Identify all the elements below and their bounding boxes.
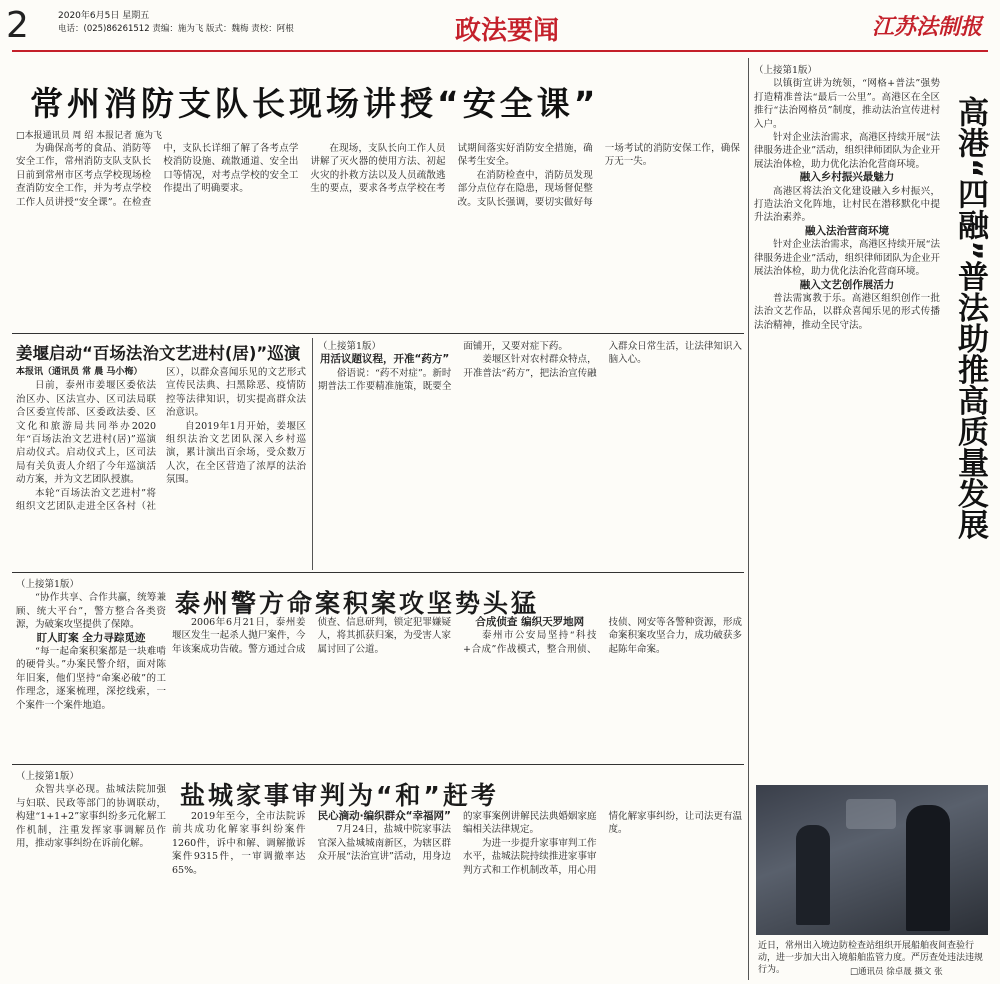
paragraph: “每一起命案积案都是一块难啃的硬骨头。”办案民警介绍，面对陈年旧案，他们坚持“命案必破”的工作理念，逐案梳理，深挖线索，一个案件一个案件地追。 bbox=[16, 646, 166, 711]
story1-byline: □本报通讯员 周 绍 本报记者 施为飞 bbox=[16, 131, 162, 141]
subhead: 民心滴动·编织群众“幸福网” bbox=[317, 810, 451, 822]
paragraph: 为进一步提升家事审判工作水平，盐城法院持续推进家事审判方式和工作机制改革，用心用情化解家事纠纷，让司法更有温度。 bbox=[463, 811, 742, 876]
paragraph: 姜堰区针对农村群众特点，开准普法“药方”，把法治宣传融入群众日常生活，让法律知识入脑入心。 bbox=[463, 341, 742, 379]
paragraph: 以镇街宣讲为统领，“网格+普法”强势打造精准普法“最后一公里”。高港区在全区推行“法治网格员”制度，推动法治宣传进村入户。 bbox=[754, 78, 940, 130]
masthead bbox=[0, 0, 1000, 60]
photo-light bbox=[846, 799, 896, 829]
paragraph: 普法需寓教于乐。高港区组织创作一批法治文艺作品，以群众喜闻乐见的形式传播法治精神，推动全民守法。 bbox=[754, 292, 940, 331]
story4-body-left bbox=[16, 770, 166, 976]
continued-marker: （上接第1版） bbox=[16, 771, 80, 782]
paragraph: 自2019年1月开始，姜堰区组织法治文艺团队深入乡村巡演，累计演出百余场，受众数万人次，在全区营造了浓厚的法治氛围。 bbox=[166, 420, 306, 486]
paper-logo: 江苏法制报 bbox=[872, 14, 983, 40]
divider bbox=[12, 572, 744, 573]
paragraph: 在现场，支队长向工作人员讲解了灭火器的使用方法、初起火灾的扑救方法以及人员疏散逃生的要点，要求各考点学校在考试期间落实好消防安全措施，确保考生安全。 bbox=[310, 143, 593, 195]
story5-body bbox=[754, 64, 940, 780]
subhead: 盯人盯案 全力寻踪觅迹 bbox=[36, 631, 146, 644]
subhead: 融入文艺创作展活力 bbox=[799, 278, 895, 291]
divider bbox=[748, 58, 749, 980]
story3-body-left bbox=[16, 578, 166, 758]
divider bbox=[12, 764, 744, 765]
story2-byline: 本报讯（通讯员 常 晨 马小梅） bbox=[16, 367, 143, 377]
paragraph: 泰州市公安局坚持“科技+合成”作战模式，整合刑侦、技侦、网安等各警种资源，形成命案积案攻坚合力，成功破获多起陈年命案。 bbox=[463, 617, 742, 655]
story2-body bbox=[16, 366, 306, 566]
news-photo bbox=[756, 785, 988, 935]
story2-headline: 姜堰启动“百场法治文艺进村(居)”巡演 bbox=[16, 344, 301, 363]
photo-figure bbox=[906, 805, 950, 931]
issue-date: 2020年6月5日 星期五 bbox=[58, 11, 150, 21]
paragraph: 2006年6月21日，泰州姜堰区发生一起杀人抛尸案件，今年该案成功告破。警方通过合成侦查、信息研判，锁定犯罪嫌疑人，将其抓获归案，为受害人家属讨回了公道。 bbox=[172, 617, 451, 655]
story1-body bbox=[16, 142, 740, 328]
masthead-rule bbox=[12, 50, 988, 52]
subhead: 合成侦查 编织天罗地网 bbox=[475, 616, 585, 628]
paragraph: 7月24日，盐城中院家事法官深入盐城城南新区，为辖区群众开展“法治宣讲”活动，用身边的家事案例讲解民法典婚姻家庭编相关法律规定。 bbox=[317, 811, 597, 863]
paragraph: 为确保高考的食品、消防等安全工作，常州消防支队支队长日前到常州市区考点学校现场检查消防安全工作，并为考点学校工作人员讲授“安全课”。在检查中，支队长详细了解了各考点学校消防设施、疏散通道、安全出口等情况，对考点学校的安全工作提出了明确要求。 bbox=[16, 143, 299, 208]
continued-marker: （上接第1版） bbox=[754, 65, 818, 76]
subhead: 用活议题议程，开准“药方” bbox=[320, 353, 450, 366]
photo-figure bbox=[796, 825, 830, 925]
photo-caption: 近日，常州出入境边防检查站组织开展船舶夜间查验行动，进一步加大出入境船舶监管力度。严厉查处违法违规行为。 bbox=[758, 941, 984, 975]
story3-headline: 泰州警方命案积案攻坚势头猛 bbox=[175, 589, 540, 618]
story4-body bbox=[172, 810, 742, 976]
paragraph: 针对企业法治需求，高港区持续开展“法律服务进企业”活动，组织律师团队为企业开展法治体检，助力优化法治化营商环境。 bbox=[754, 239, 940, 278]
editor-contacts: 电话：(025)86261512 责编：施为飞 版式：魏梅 责校：阿根 bbox=[58, 24, 294, 34]
paragraph: 众智共享必现。盐城法院加强与妇联、民政等部门的协调联动，构建“1+1+2”家事纠纷多元化解工作机制，注重发挥家事调解员作用，推动家事纠纷在诉前化解。 bbox=[16, 784, 166, 850]
paragraph: 针对企业法治需求，高港区持续开展“法律服务进企业”活动，组织律师团队为企业开展法治体检，助力优化法治化营商环境。 bbox=[754, 132, 940, 170]
story1-headline: 常州消防支队长现场讲授“安全课” bbox=[30, 84, 600, 123]
page-number: 2 bbox=[6, 5, 29, 46]
subhead: 融入乡村振兴最魅力 bbox=[799, 171, 895, 184]
photo-credit: □通讯员 徐卓晟 摄文 张 bbox=[850, 967, 943, 977]
paragraph: “协作共享、合作共赢，统筹兼顾、统大平台”，警方整合各类资源，为破案攻坚提供了保障。 bbox=[16, 592, 166, 631]
paragraph: 日前，泰州市姜堰区委依法治区办、区法宣办、区司法局联合区委宣传部、区委政法委、区文化和旅游局共同举办2020年“百场法治文艺进村(居)”巡演启动仪式。启动仪式上，区司法局有关负责人介绍了今年巡演活动方案，并为文艺团队授旗。 bbox=[16, 380, 156, 486]
divider bbox=[312, 338, 313, 570]
paragraph: 本轮“百场法治文艺进村”将组织文艺团队走进全区各村（社区），以群众喜闻乐见的文艺形式宣传民法典、扫黑除恶、疫情防控等法律知识，切实提高群众法治意识。 bbox=[16, 367, 306, 513]
section-title: 政法要闻 bbox=[455, 16, 560, 46]
continued-marker: （上接第1版） bbox=[318, 341, 382, 352]
paragraph: 俗语说：“药不对症”。新时期普法工作要精准施策，既要全面铺开，又要对症下药。 bbox=[318, 341, 568, 393]
story5-headline: 高港“四融”普法助推高质量发展 bbox=[952, 96, 988, 540]
story3-body bbox=[172, 616, 742, 758]
paragraph: 在消防检查中，消防员发现部分点位存在隐患，现场督促整改。支队长强调，要切实做好每一场考试的消防安保工作，确保万无一失。 bbox=[457, 143, 740, 208]
paragraph: 高港区将法治文化建设融入乡村振兴，打造法治文化阵地，让村民在潜移默化中提升法治素养。 bbox=[754, 185, 940, 224]
continued-marker: （上接第1版） bbox=[16, 579, 80, 590]
subhead: 融入法治营商环境 bbox=[805, 224, 889, 237]
story2-sidebar bbox=[318, 340, 742, 568]
divider bbox=[12, 333, 744, 334]
paragraph: 2019年至今，全市法院诉前共成功化解家事纠纷案件1260件，诉中和解、调解撤诉案件9315件，一审调撤率达65%。 bbox=[172, 811, 306, 876]
story4-headline: 盐城家事审判为“和”赶考 bbox=[180, 781, 499, 810]
